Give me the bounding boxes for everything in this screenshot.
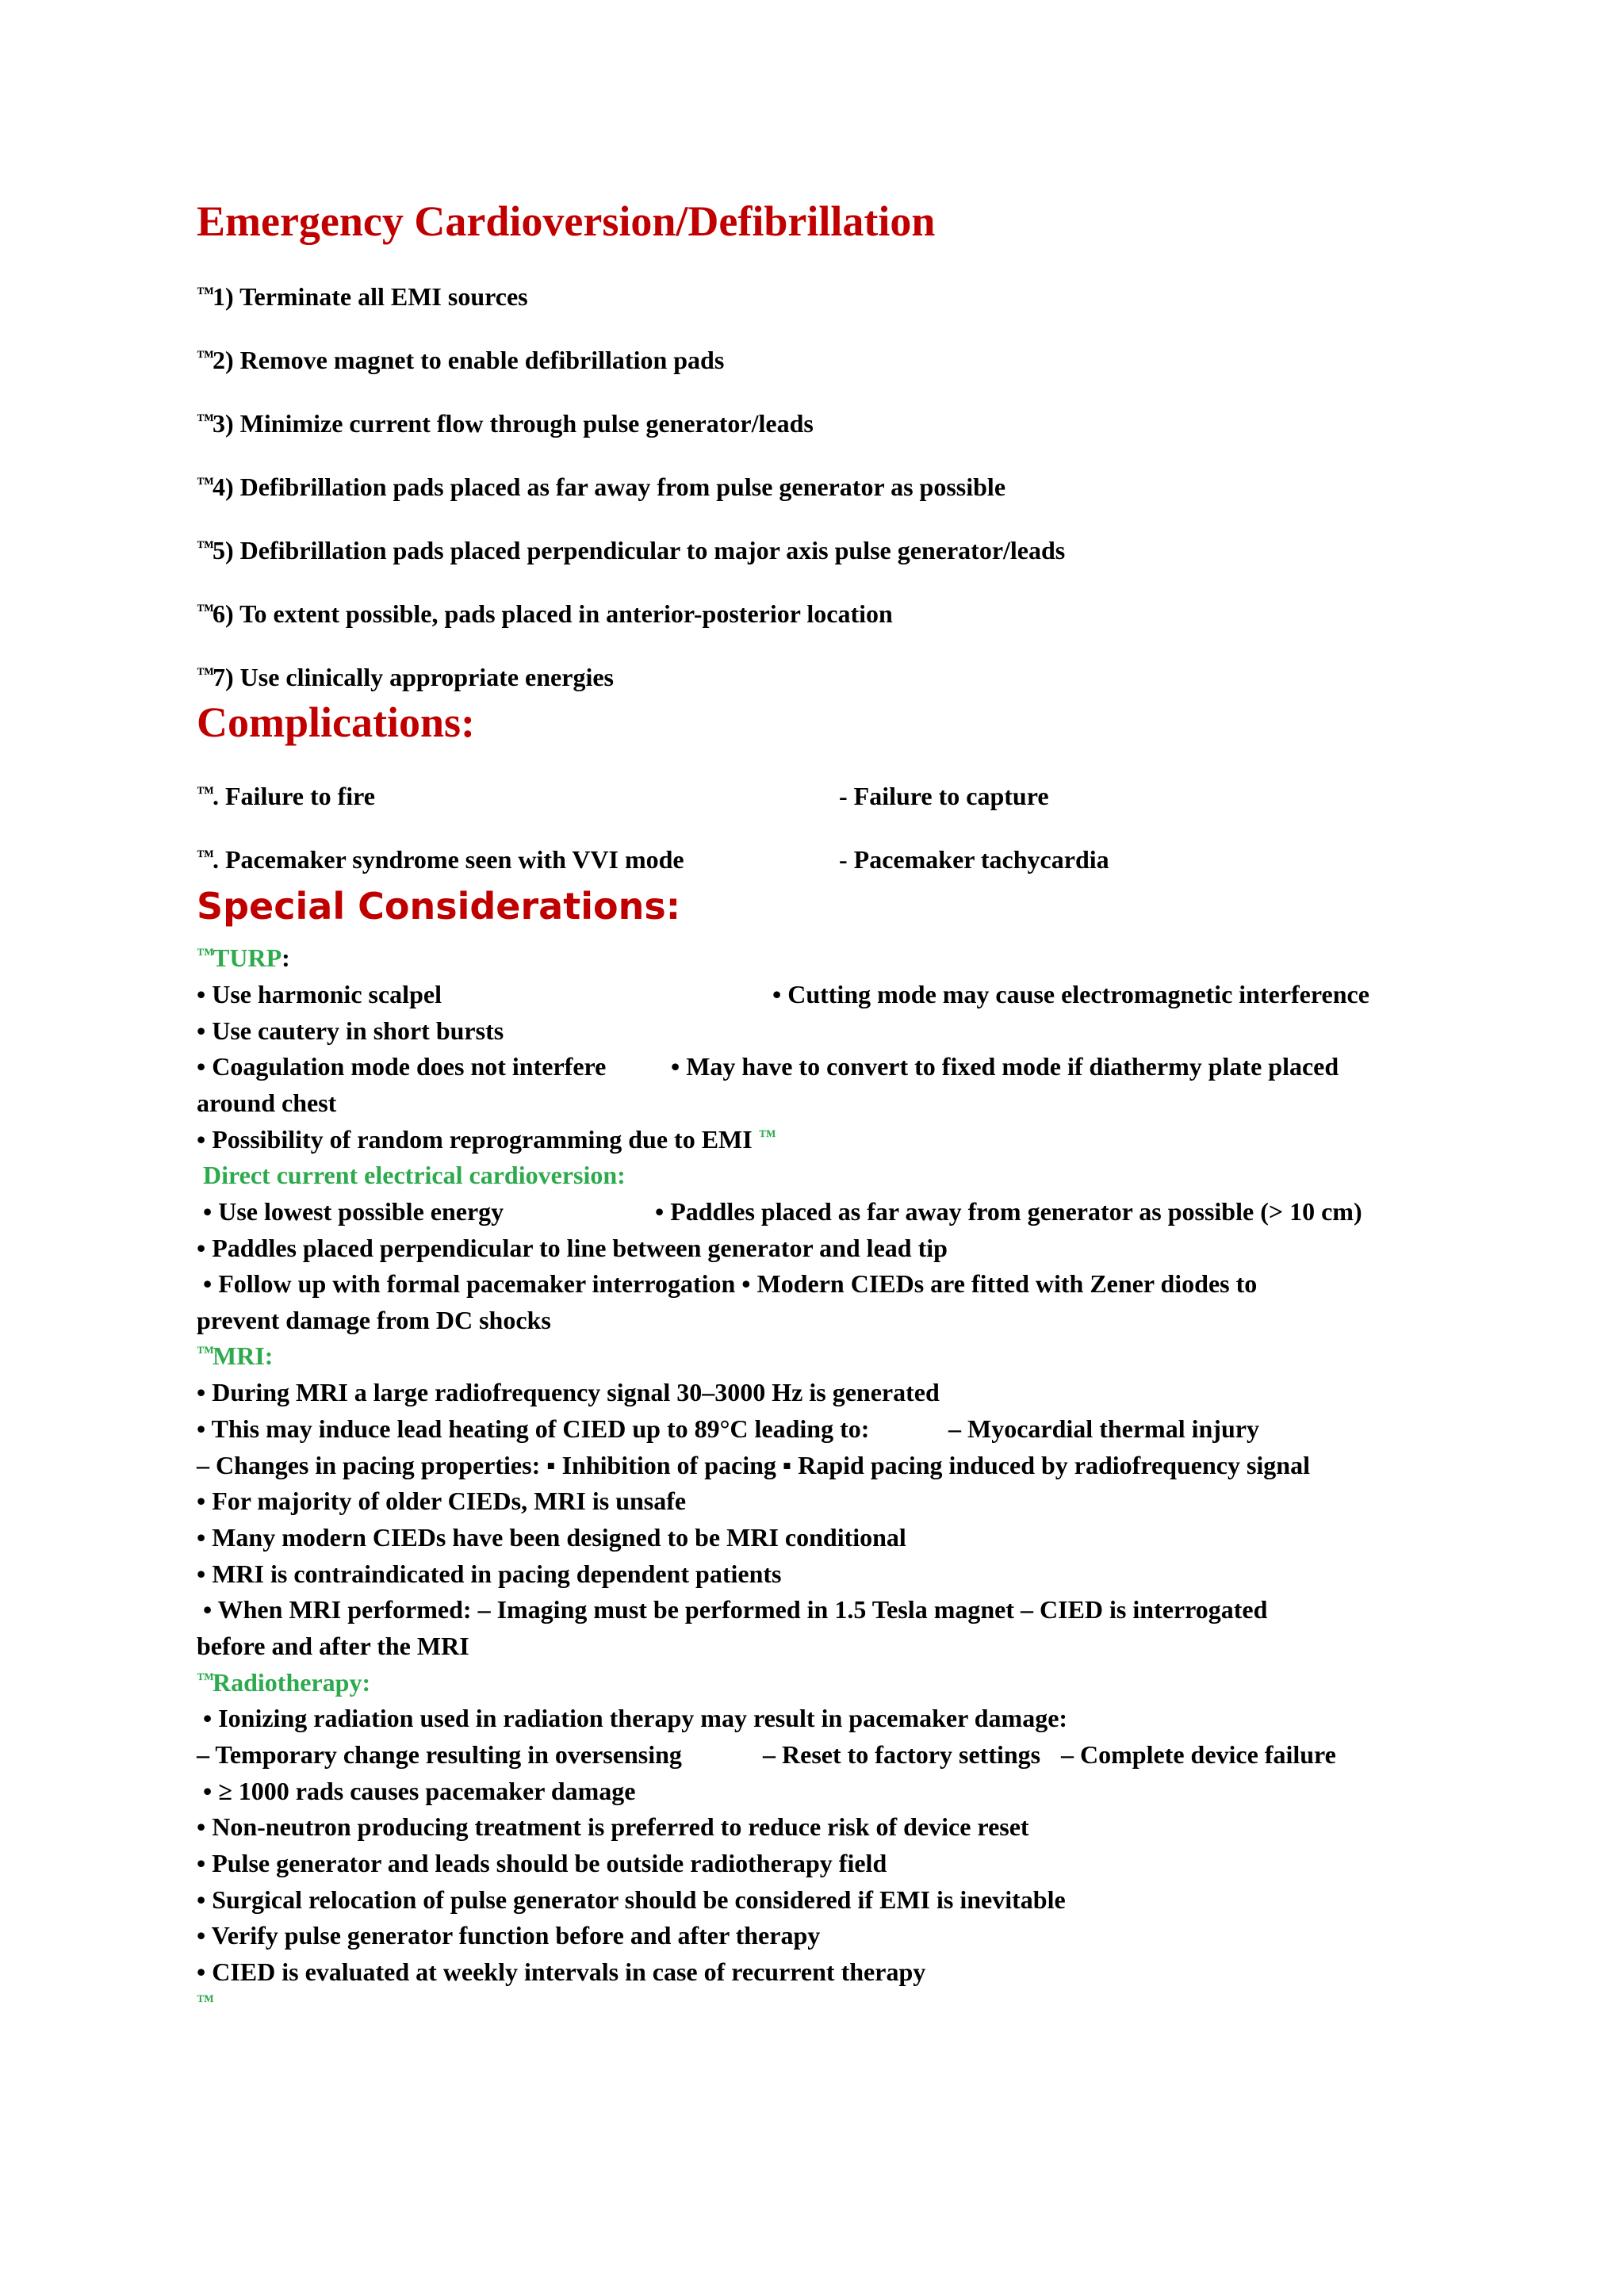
step-text: 5) Defibrillation pads placed perpendicular to major axis pulse generator/leads bbox=[213, 536, 1066, 564]
tm-mark: ™ bbox=[197, 1991, 213, 2011]
mri-line: – Myocardial thermal injury bbox=[948, 1414, 1259, 1443]
turp-line: • Use cautery in short bursts bbox=[197, 1016, 504, 1045]
tm-mark: ™ bbox=[197, 1669, 213, 1689]
tm-mark: ™ bbox=[197, 664, 213, 683]
complication-item bbox=[197, 845, 684, 874]
tm-mark: ™ bbox=[197, 1342, 213, 1362]
tm-mark: ™ bbox=[197, 346, 213, 366]
step-text: 4) Defibrillation pads placed as far away from pulse generator as possible bbox=[213, 473, 1006, 501]
mri-line: • When MRI performed: – Imaging must be performed in 1.5 Tesla magnet – CIED is interrogated bbox=[203, 1595, 1268, 1624]
step-item bbox=[197, 409, 814, 438]
radiotherapy-line: • ≥ 1000 rads causes pacemaker damage bbox=[203, 1777, 636, 1805]
mri-line: • For majority of older CIEDs, MRI is unsafe bbox=[197, 1487, 687, 1515]
radiotherapy-label: Radiotherapy: bbox=[213, 1668, 371, 1697]
dc-line: • Paddles placed as far away from generator as possible (> 10 cm) bbox=[655, 1197, 1362, 1226]
radiotherapy-line: • Verify pulse generator function before and after therapy bbox=[197, 1921, 821, 1950]
step-text: 3) Minimize current flow through pulse generator/leads bbox=[213, 409, 814, 438]
radiotherapy-heading bbox=[197, 1668, 370, 1697]
turp-line: around chest bbox=[197, 1089, 337, 1117]
mri-line: – Changes in pacing properties: ▪ Inhibition of pacing ▪ Rapid pacing induced by radiofrequency signal bbox=[197, 1451, 1310, 1479]
step-item bbox=[197, 536, 1065, 565]
mri-label: MRI: bbox=[213, 1341, 274, 1370]
dc-line: prevent damage from DC shocks bbox=[197, 1306, 551, 1334]
radiotherapy-line: – Reset to factory settings bbox=[763, 1740, 1041, 1769]
page-title: Emergency Cardioversion/Defibrillation bbox=[197, 197, 936, 245]
complication-item bbox=[197, 782, 375, 811]
special-considerations-heading: Special Considerations: bbox=[197, 885, 681, 928]
radiotherapy-line: • Ionizing radiation used in radiation therapy may result in pacemaker damage: bbox=[203, 1704, 1068, 1732]
dc-line: • Follow up with formal pacemaker interrogation • Modern CIEDs are fitted with Zener diodes to bbox=[203, 1269, 1258, 1298]
tm-mark: ™ bbox=[197, 846, 213, 866]
dc-line: • Paddles placed perpendicular to line between generator and lead tip bbox=[197, 1234, 948, 1262]
turp-line: • Coagulation mode does not interfere bbox=[197, 1052, 607, 1081]
step-item bbox=[197, 663, 614, 692]
step-text: 2) Remove magnet to enable defibrillation pads bbox=[213, 346, 725, 374]
mri-line: • Many modern CIEDs have been designed to be MRI conditional bbox=[197, 1523, 906, 1552]
step-item bbox=[197, 473, 1005, 502]
tm-mark: ™ bbox=[197, 537, 213, 557]
trailing-mark bbox=[197, 1990, 213, 2019]
turp-label: TURP bbox=[213, 943, 282, 972]
tm-mark: ™ bbox=[197, 600, 213, 620]
turp-line: • May have to convert to fixed mode if diathermy plate placed bbox=[671, 1052, 1339, 1081]
step-item bbox=[197, 599, 893, 629]
radiotherapy-line: – Complete device failure bbox=[1061, 1740, 1336, 1769]
radiotherapy-line: – Temporary change resulting in oversensing bbox=[197, 1740, 682, 1769]
complication-item: - Pacemaker tachycardia bbox=[839, 845, 1109, 874]
dc-line: • Use lowest possible energy bbox=[203, 1197, 504, 1226]
dc-cardioversion-heading: Direct current electrical cardioversion: bbox=[203, 1161, 626, 1189]
turp-line bbox=[197, 1125, 775, 1154]
radiotherapy-line: • Non-neutron producing treatment is preferred to reduce risk of device reset bbox=[197, 1812, 1029, 1841]
step-text: 1) Terminate all EMI sources bbox=[213, 282, 528, 311]
tm-mark: ™ bbox=[197, 944, 213, 964]
tm-mark: ™ bbox=[197, 783, 213, 802]
complication-item: - Failure to capture bbox=[839, 782, 1049, 810]
turp-line: • Cutting mode may cause electromagnetic interference bbox=[772, 980, 1369, 1008]
radiotherapy-line: • Pulse generator and leads should be outside radiotherapy field bbox=[197, 1849, 887, 1877]
complication-text: . Failure to fire bbox=[213, 782, 375, 810]
mri-heading bbox=[197, 1341, 273, 1371]
radiotherapy-line: • CIED is evaluated at weekly intervals in case of recurrent therapy bbox=[197, 1957, 926, 1986]
step-item bbox=[197, 282, 528, 312]
step-item bbox=[197, 346, 724, 375]
step-text: 7) Use clinically appropriate energies bbox=[213, 663, 614, 691]
tm-mark: ™ bbox=[197, 283, 213, 303]
mri-line: before and after the MRI bbox=[197, 1632, 469, 1660]
tm-mark: ™ bbox=[197, 473, 213, 493]
turp-colon: : bbox=[282, 943, 290, 972]
turp-line-text: • Possibility of random reprogramming due to EMI bbox=[197, 1125, 759, 1154]
mri-line: • This may induce lead heating of CIED up to 89°C leading to: bbox=[197, 1414, 870, 1443]
radiotherapy-line: • Surgical relocation of pulse generator should be considered if EMI is inevitable bbox=[197, 1885, 1066, 1914]
complication-text: . Pacemaker syndrome seen with VVI mode bbox=[213, 845, 684, 874]
step-text: 6) To extent possible, pads placed in anterior-posterior location bbox=[213, 599, 893, 628]
tm-mark: ™ bbox=[197, 410, 213, 430]
tm-mark: ™ bbox=[758, 1126, 775, 1146]
turp-line: • Use harmonic scalpel bbox=[197, 980, 442, 1008]
turp-heading bbox=[197, 943, 290, 973]
complications-heading: Complications: bbox=[197, 698, 475, 746]
mri-line: • MRI is contraindicated in pacing dependent patients bbox=[197, 1559, 782, 1588]
mri-line: • During MRI a large radiofrequency signal 30–3000 Hz is generated bbox=[197, 1378, 940, 1406]
